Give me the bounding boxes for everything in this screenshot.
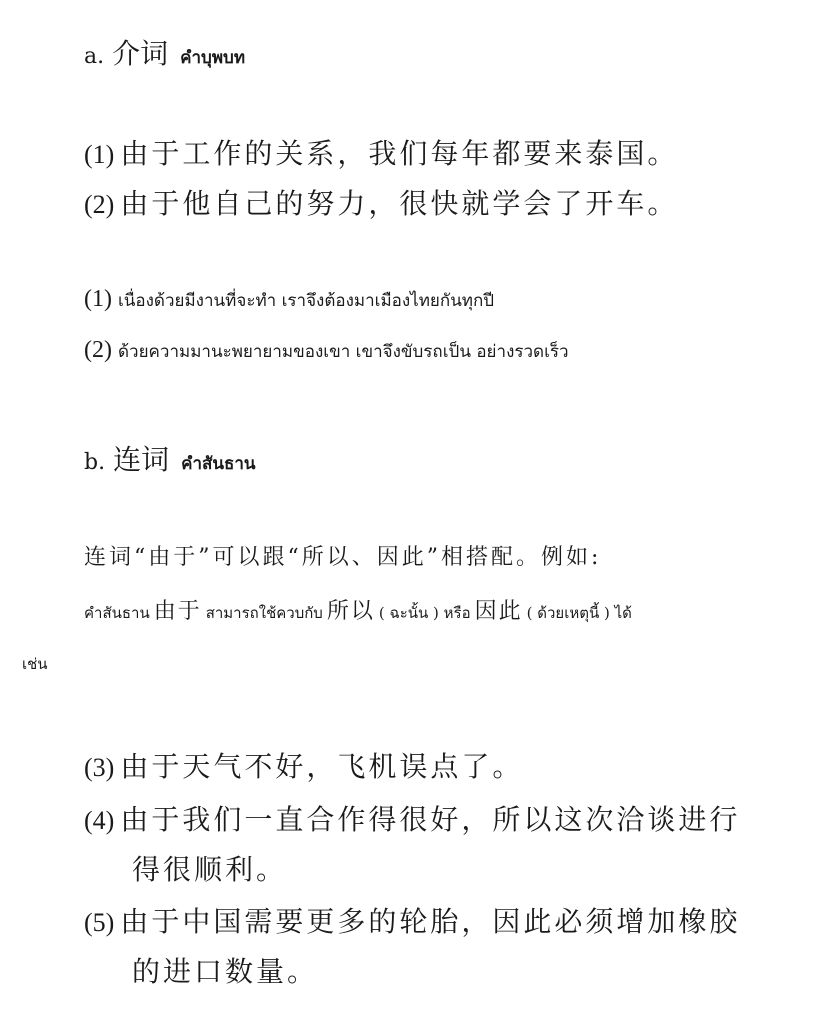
section-b-title-th: คำสันธาน: [181, 454, 256, 474]
example-number: (1): [84, 286, 112, 312]
intro-th-wrap: เช่น: [22, 655, 48, 673]
example-cn-5-continuation: 的进口数量。: [132, 955, 319, 988]
example-number: (5): [84, 908, 115, 937]
section-a-letter: a.: [84, 44, 105, 69]
example-text: 由于中国需要更多的轮胎，因此必须增加橡胶: [120, 905, 741, 938]
example-th-1: [84, 286, 494, 314]
example-number: (3): [84, 753, 115, 782]
intro-th-part4: ( ด้วยเหตุนี้ ) ได้: [526, 604, 632, 622]
example-number: (1): [84, 140, 115, 169]
example-number: (4): [84, 806, 115, 835]
section-b-heading: [84, 438, 256, 478]
example-text: 由于我们一直合作得很好，所以这次洽谈进行: [120, 803, 741, 836]
example-number: (2): [84, 190, 115, 219]
example-th-2: [84, 337, 569, 365]
section-a-heading: [84, 32, 245, 72]
example-text: เนื่องด้วยมีงานที่จะทำ เราจึงต้องมาเมืองไทยกันทุกปี: [117, 291, 495, 311]
intro-th-word2: 所以: [326, 599, 375, 624]
section-b-letter: b.: [84, 450, 106, 475]
intro-th: [84, 594, 632, 625]
intro-cn: 连词“由于”可以跟“所以、因此”相搭配。例如:: [84, 545, 602, 570]
example-cn-5: [84, 900, 740, 940]
example-cn-4: [84, 798, 740, 838]
example-cn-2: [84, 182, 678, 222]
example-text: 由于天气不好，飞机误点了。: [120, 750, 524, 783]
intro-th-part3: ( ฉะนั้น ) หรือ: [378, 604, 471, 622]
intro-th-word1: 由于: [153, 599, 202, 624]
example-number: (2): [84, 337, 112, 363]
intro-th-part1: คำสันธาน: [84, 604, 150, 622]
section-b-title-cn: 连词: [113, 443, 170, 476]
example-text: ด้วยความมานะพยายามของเขา เขาจึงขับรถเป็น อย่างรวดเร็ว: [117, 342, 569, 362]
example-text: 由于他自己的努力，很快就学会了开车。: [120, 187, 679, 220]
section-a-title-cn: 介词: [112, 37, 169, 70]
example-cn-1: [84, 132, 678, 172]
example-cn-3: [84, 745, 523, 785]
example-text: 由于工作的关系，我们每年都要来泰国。: [120, 137, 679, 170]
intro-th-word3: 因此: [474, 599, 523, 624]
example-cn-4-continuation: 得很顺利。: [132, 853, 288, 886]
section-a-title-th: คำบุพบท: [180, 48, 246, 68]
intro-th-part2: สามารถใช้ควบกับ: [205, 604, 323, 622]
